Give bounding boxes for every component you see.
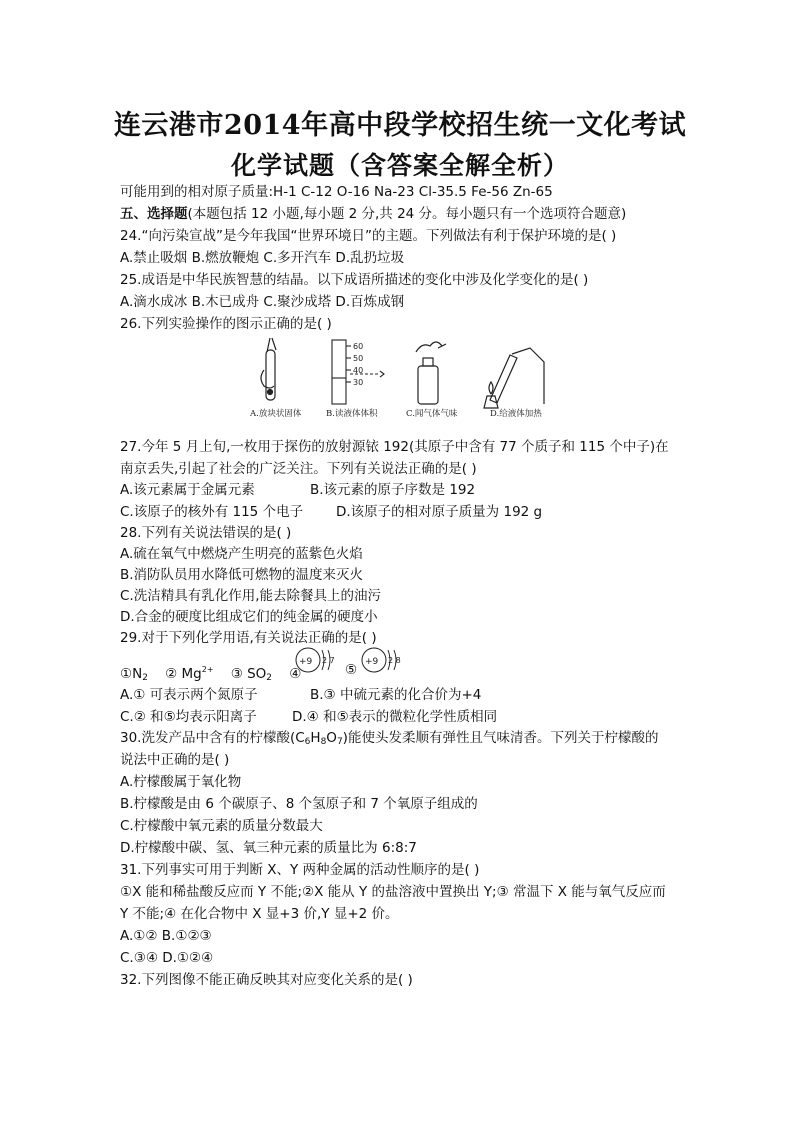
q28-option-d: D.合金的硬度比组成它们的纯金属的硬度小 (120, 609, 378, 625)
q32-stem: 32.下列图像不能正确反映其对应变化关系的是( ) (120, 972, 413, 988)
caption-b: B.读液体体积 (326, 409, 378, 419)
section-header (120, 205, 626, 223)
q25-options: A.滴水成冰 B.木已成舟 C.聚沙成塔 D.百炼成钢 (120, 294, 405, 310)
q27-option-a: A.该元素属于金属元素 (120, 482, 255, 498)
q31-options-row2: C.③④ D.①②④ (120, 950, 214, 966)
section-desc: (本题包括 12 小题,每小题 2 分,共 24 分。每小题只有一个选项符合题意) (187, 206, 627, 222)
electron-shells: 2 8 (388, 656, 401, 665)
q29-option-a: A.① 可表示两个氮原子 (120, 687, 258, 703)
symbol-so2: ③ $SO_2$ (230, 666, 273, 683)
q31-facts-line2: Y 不能;④ 在化合物中 X 显+3 价,Y 显+2 价。 (120, 906, 399, 922)
q30-option-b: B.柠檬酸是由 6 个碳原子、8 个氢原子和 7 个氧原子组成的 (120, 796, 478, 812)
q31-options-row1: A.①② B.①②③ (120, 928, 212, 944)
q24-stem: 24.“向污染宣战”是今年我国“世界环境日”的主题。下列做法有利于保护环境的是( ) (120, 228, 617, 244)
nucleus-charge: +9 (299, 657, 313, 667)
nucleus-charge: +9 (365, 657, 379, 667)
section-label: 五、选择题 (120, 206, 188, 222)
q30-stem-line1: 30.洗发产品中含有的柠檬酸$(C_6H_8O_7)$能使头发柔顺有弹性且气味清香。下列关于柠檬酸的 (120, 730, 659, 747)
lab-figure-d (484, 348, 544, 408)
electron-shells: 2 7 (322, 656, 335, 665)
lab-figure-a (261, 338, 276, 400)
q28-option-b: B.消防队员用水降低可燃物的温度来灭火 (120, 567, 364, 583)
q28-option-a: A.硫在氧气中燃烧产生明亮的蓝紫色火焰 (120, 546, 363, 562)
q26-figure (240, 330, 570, 420)
q29-option-c: C.② 和⑤均表示阳离子 (120, 709, 257, 725)
tick-label: 60 (353, 342, 364, 351)
q27-stem-line1: 27.今年 5 月上旬,一枚用于探伤的放射源铱 192(其原子中含有 77 个质子和 115 个中子)在 (120, 439, 669, 455)
item-5-label: ⑤ (345, 662, 358, 678)
q27-option-b: B.该元素的原子序数是 192 (310, 482, 476, 498)
symbol-mg-ion: ② $Mg^{2+}$ (165, 665, 214, 682)
cylinder-ticks (353, 342, 363, 387)
atomic-masses: 可能用到的相对原子质量:H-1 C-12 O-16 Na-23 Cl-35.5 Fe-56 Zn-65 (120, 184, 553, 200)
symbol-n2: $①N_2$ (120, 666, 148, 683)
lab-figure-c (416, 342, 446, 404)
q29-option-d: D.④ 和⑤表示的微粒化学性质相同 (292, 709, 498, 725)
q31-facts-line1: ①X 能和稀盐酸反应而 Y 不能;②X 能从 Y 的盐溶液中置换出 Y;③ 常温下 X 能与氧气反应而 (120, 884, 666, 900)
exam-title: 连云港市2014年高中段学校招生统一文化考试 (113, 110, 687, 141)
caption-c: C.闻气体气味 (406, 409, 458, 419)
q31-stem: 31.下列事实可用于判断 X、Y 两种金属的活动性顺序的是( ) (120, 862, 480, 878)
q26-stem: 26.下列实验操作的图示正确的是( ) (120, 316, 332, 332)
item-4-label: ④ (289, 666, 302, 682)
tick-label: 50 (353, 354, 364, 363)
atom-structure-diagrams (292, 644, 402, 680)
q30-option-d: D.柠檬酸中碳、氢、氧三种元素的质量比为 6:8:7 (120, 840, 417, 856)
q25-stem: 25.成语是中华民族智慧的结晶。以下成语所描述的变化中涉及化学变化的是( ) (120, 272, 589, 288)
q27-option-c: C.该原子的核外有 115 个电子 (120, 504, 304, 520)
caption-a: A.放块状固体 (250, 409, 302, 419)
q30-option-a: A.柠檬酸属于氧化物 (120, 774, 242, 790)
q27-option-d: D.该原子的相对原子质量为 192 g (336, 504, 543, 520)
atom-diagram-4 (296, 648, 335, 672)
q30-stem-line2: 说法中正确的是( ) (120, 752, 230, 768)
q30-option-c: C.柠檬酸中氧元素的质量分数最大 (120, 818, 323, 834)
q28-option-c: C.洗洁精具有乳化作用,能去除餐具上的油污 (120, 588, 382, 604)
exam-subtitle: 化学试题（含答案全解全析） (230, 151, 569, 180)
q28-stem: 28.下列有关说法错误的是( ) (120, 525, 292, 541)
q29-stem: 29.对于下列化学用语,有关说法正确的是( ) (120, 630, 377, 646)
q29-symbols (120, 661, 301, 687)
q24-options: A.禁止吸烟 B.燃放鞭炮 C.多开汽车 D.乱扔垃圾 (120, 250, 405, 266)
q29-option-b: B.③ 中硫元素的化合价为+4 (310, 687, 482, 703)
q27-stem-line2: 南京丢失,引起了社会的广泛关注。下列有关说法正确的是( ) (120, 461, 477, 477)
tick-label: 40 (353, 366, 364, 375)
tick-label: 30 (353, 378, 364, 387)
caption-d: D.给液体加热 (490, 409, 542, 419)
atom-diagram-5 (362, 648, 401, 672)
